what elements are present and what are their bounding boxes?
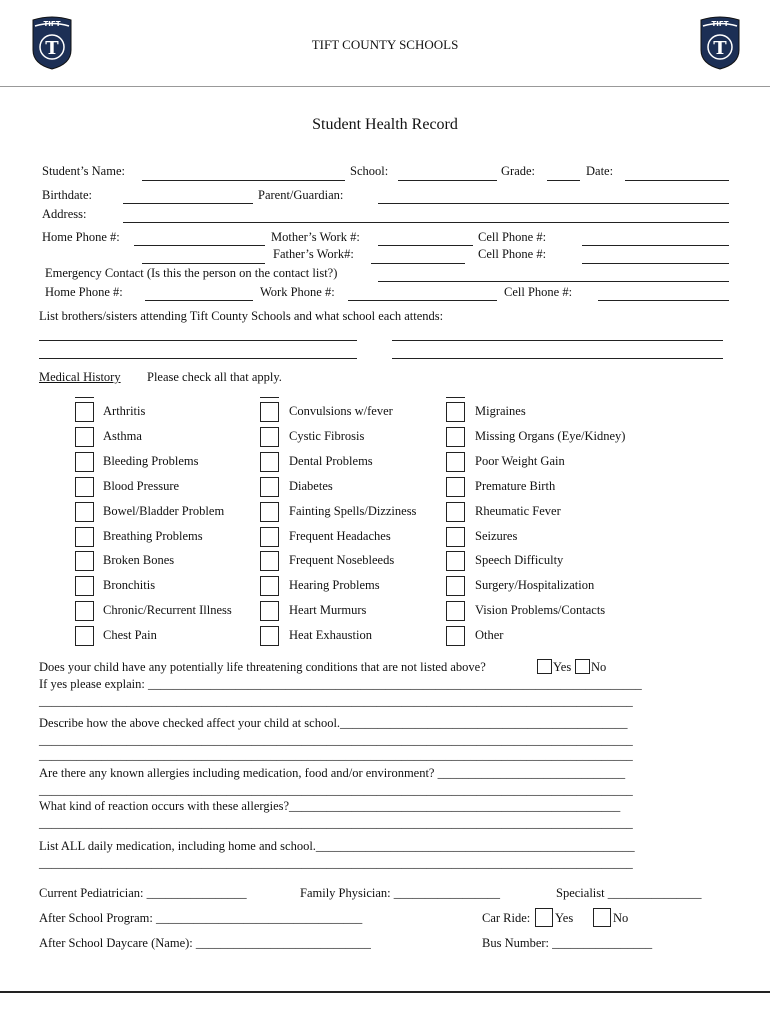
condition-checkbox[interactable]	[446, 601, 465, 621]
condition-checkbox[interactable]	[446, 626, 465, 646]
car-ride-yes-label: Yes	[555, 911, 574, 925]
condition-checkbox[interactable]	[260, 527, 279, 547]
physician-field[interactable]: Family Physician: _________________	[300, 886, 500, 900]
condition-label: Diabetes	[289, 478, 333, 493]
condition-label: Frequent Headaches	[289, 528, 391, 543]
blank-line[interactable]: _______________________________________________________________________________________________	[39, 733, 633, 747]
condition-label: Blood Pressure	[103, 478, 180, 493]
footer-divider	[0, 991, 770, 993]
birthdate-field[interactable]	[123, 203, 253, 204]
school-label: School:	[350, 164, 389, 178]
condition-label: Hearing Problems	[289, 578, 380, 593]
condition-label: Bleeding Problems	[103, 453, 199, 468]
condition-label: Poor Weight Gain	[475, 453, 565, 468]
student-name-label: Student’s Name:	[42, 164, 125, 178]
condition-label: Premature Birth	[475, 478, 556, 493]
condition-label: Arthritis	[103, 404, 146, 418]
condition-checkbox[interactable]	[260, 601, 279, 621]
logo-letter: T	[713, 38, 727, 59]
condition-checkbox[interactable]	[75, 551, 94, 571]
condition-label: Breathing Problems	[103, 528, 203, 543]
siblings-label: List brothers/sisters attending Tift County Schools and what school each attends:	[39, 309, 444, 323]
checkbox-column-top-rule	[75, 397, 94, 398]
describe-question[interactable]: Describe how the above checked affect your child at school.______________________________________________	[39, 716, 628, 730]
specialist-field[interactable]: Specialist _______________	[556, 886, 702, 900]
condition-label: Chest Pain	[103, 628, 157, 643]
condition-checkbox[interactable]	[446, 502, 465, 522]
condition-label: Other	[475, 628, 504, 643]
condition-checkbox[interactable]	[75, 477, 94, 497]
condition-checkbox[interactable]	[260, 452, 279, 472]
condition-checkbox[interactable]	[75, 527, 94, 547]
cell-phone-label-2: Cell Phone #:	[478, 247, 547, 261]
condition-label: Missing Organs (Eye/Kidney)	[475, 428, 626, 443]
cell-phone-label-3: Cell Phone #:	[504, 285, 573, 299]
condition-label: Bowel/Bladder Problem	[103, 503, 225, 518]
condition-checkbox[interactable]	[75, 502, 94, 522]
condition-checkbox[interactable]	[75, 427, 94, 447]
emergency-field[interactable]	[378, 281, 729, 282]
student-name-field[interactable]	[142, 180, 345, 181]
pediatrician-field[interactable]: Current Pediatrician: ________________	[39, 886, 247, 900]
address-field[interactable]	[123, 222, 729, 223]
condition-checkbox[interactable]	[446, 551, 465, 571]
life-threat-no-checkbox[interactable]	[575, 659, 590, 674]
parent-field[interactable]	[378, 203, 729, 204]
condition-label: Asthma	[103, 428, 142, 443]
mothers-work-label: Mother’s Work #:	[271, 230, 360, 244]
condition-checkbox[interactable]	[446, 452, 465, 472]
logo-letter: T	[45, 38, 59, 59]
grade-field[interactable]	[547, 180, 580, 181]
cell-phone-field-3[interactable]	[598, 300, 729, 301]
car-ride-yes-checkbox[interactable]	[535, 908, 553, 927]
condition-label: Migraines	[475, 404, 526, 418]
explain-line[interactable]: If yes please explain: _______________________________________________________________________________	[39, 677, 642, 691]
home-phone-field[interactable]	[134, 245, 265, 246]
address-label: Address:	[42, 207, 87, 221]
school-field[interactable]	[398, 180, 497, 181]
work-phone-label: Work Phone #:	[260, 285, 335, 299]
condition-checkbox[interactable]	[75, 576, 94, 596]
condition-label: Frequent Nosebleeds	[289, 553, 395, 568]
school-logo-right	[698, 16, 742, 70]
condition-checkbox[interactable]	[446, 576, 465, 596]
condition-label: Fainting Spells/Dizziness	[289, 503, 417, 518]
condition-checkbox[interactable]	[260, 502, 279, 522]
condition-checkbox[interactable]	[260, 626, 279, 646]
blank-line[interactable]: _______________________________________________________________________________________________	[39, 748, 633, 762]
blank-line[interactable]: _______________________________________________________________________________________________	[39, 783, 633, 797]
date-label: Date:	[586, 164, 614, 178]
life-threat-question: Does your child have any potentially life threatening conditions that are not listed above?	[39, 660, 486, 674]
cell-phone-field-2[interactable]	[582, 263, 729, 264]
condition-label: Seizures	[475, 528, 518, 543]
condition-label: Heat Exhaustion	[289, 628, 372, 643]
cell-phone-label-1: Cell Phone #:	[478, 230, 547, 244]
condition-label: Chronic/Recurrent Illness	[103, 603, 232, 618]
condition-label: Bronchitis	[103, 578, 156, 593]
logo-text: TIFT	[43, 20, 61, 28]
condition-label: Speech Difficulty	[475, 553, 564, 568]
blank-line[interactable]: _______________________________________________________________________________________________	[39, 694, 633, 708]
checkbox-column-top-rule	[446, 397, 465, 398]
condition-label: Broken Bones	[103, 553, 175, 568]
condition-label: Rheumatic Fever	[475, 503, 561, 518]
condition-checkbox[interactable]	[446, 402, 465, 422]
condition-checkbox[interactable]	[75, 452, 94, 472]
work-phone-field[interactable]	[348, 300, 497, 301]
allergies-question[interactable]: Are there any known allergies including medication, food and/or environment? ______________________________	[39, 766, 626, 780]
condition-checkbox[interactable]	[260, 402, 279, 422]
home-phone-label: Home Phone #:	[42, 230, 120, 244]
condition-checkbox[interactable]	[260, 551, 279, 571]
home-phone-field-2[interactable]	[145, 300, 253, 301]
condition-checkbox[interactable]	[446, 427, 465, 447]
checkbox-column-top-rule	[260, 397, 279, 398]
condition-checkbox[interactable]	[75, 402, 94, 422]
fathers-work-field[interactable]	[371, 263, 465, 264]
fathers-work-label: Father’s Work#:	[273, 247, 354, 261]
bus-number-field[interactable]: Bus Number: ________________	[482, 936, 653, 950]
condition-checkbox[interactable]	[75, 626, 94, 646]
logo-text: TIFT	[711, 20, 729, 28]
condition-label: Vision Problems/Contacts	[475, 603, 606, 618]
condition-label: Dental Problems	[289, 453, 373, 468]
emergency-label: Emergency Contact (Is this the person on the contact list?)	[45, 266, 338, 280]
condition-label: Convulsions w/fever	[289, 404, 393, 418]
condition-label: Cystic Fibrosis	[289, 428, 365, 443]
cell-phone-field-1[interactable]	[582, 245, 729, 246]
reaction-question[interactable]: What kind of reaction occurs with these allergies?_____________________________________________________	[39, 799, 621, 813]
grade-label: Grade:	[501, 164, 536, 178]
siblings-field-3[interactable]	[39, 358, 357, 359]
blank-line[interactable]: _______________________________________________________________________________________________	[39, 816, 633, 830]
date-field[interactable]	[625, 180, 729, 181]
medical-instruction: Please check all that apply.	[147, 370, 282, 384]
daycare-field[interactable]: After School Daycare (Name): ____________________________	[39, 936, 371, 950]
org-name: TIFT COUNTY SCHOOLS	[311, 37, 459, 52]
car-ride-label: Car Ride:	[482, 911, 531, 925]
medication-question[interactable]: List ALL daily medication, including home and school.___________________________________________________	[39, 839, 635, 853]
second-phone-field[interactable]	[142, 263, 265, 264]
birthdate-label: Birthdate:	[42, 188, 92, 202]
condition-label: Heart Murmurs	[289, 603, 367, 618]
condition-checkbox[interactable]	[260, 477, 279, 497]
header-divider	[0, 86, 770, 87]
life-threat-yes-checkbox[interactable]	[537, 659, 552, 674]
mothers-work-field[interactable]	[378, 245, 473, 246]
condition-label: Surgery/Hospitalization	[475, 578, 595, 593]
car-ride-no-checkbox[interactable]	[593, 908, 611, 927]
form-title: Student Health Record	[312, 116, 458, 133]
condition-checkbox[interactable]	[75, 601, 94, 621]
life-threat-no-label: No	[591, 660, 607, 674]
parent-label: Parent/Guardian:	[258, 188, 344, 202]
siblings-field-2[interactable]	[392, 340, 723, 341]
condition-checkbox[interactable]	[260, 427, 279, 447]
condition-checkbox[interactable]	[260, 576, 279, 596]
siblings-field-4[interactable]	[392, 358, 723, 359]
blank-line[interactable]: _______________________________________________________________________________________________	[39, 856, 633, 870]
home-phone-label-2: Home Phone #:	[45, 285, 123, 299]
condition-checkbox[interactable]	[446, 477, 465, 497]
car-ride-no-label: No	[613, 911, 629, 925]
life-threat-yes-label: Yes	[553, 660, 572, 674]
medical-history-heading: Medical History	[39, 370, 121, 384]
siblings-field-1[interactable]	[39, 340, 357, 341]
after-school-field[interactable]: After School Program: _________________________________	[39, 911, 363, 925]
condition-checkbox[interactable]	[446, 527, 465, 547]
